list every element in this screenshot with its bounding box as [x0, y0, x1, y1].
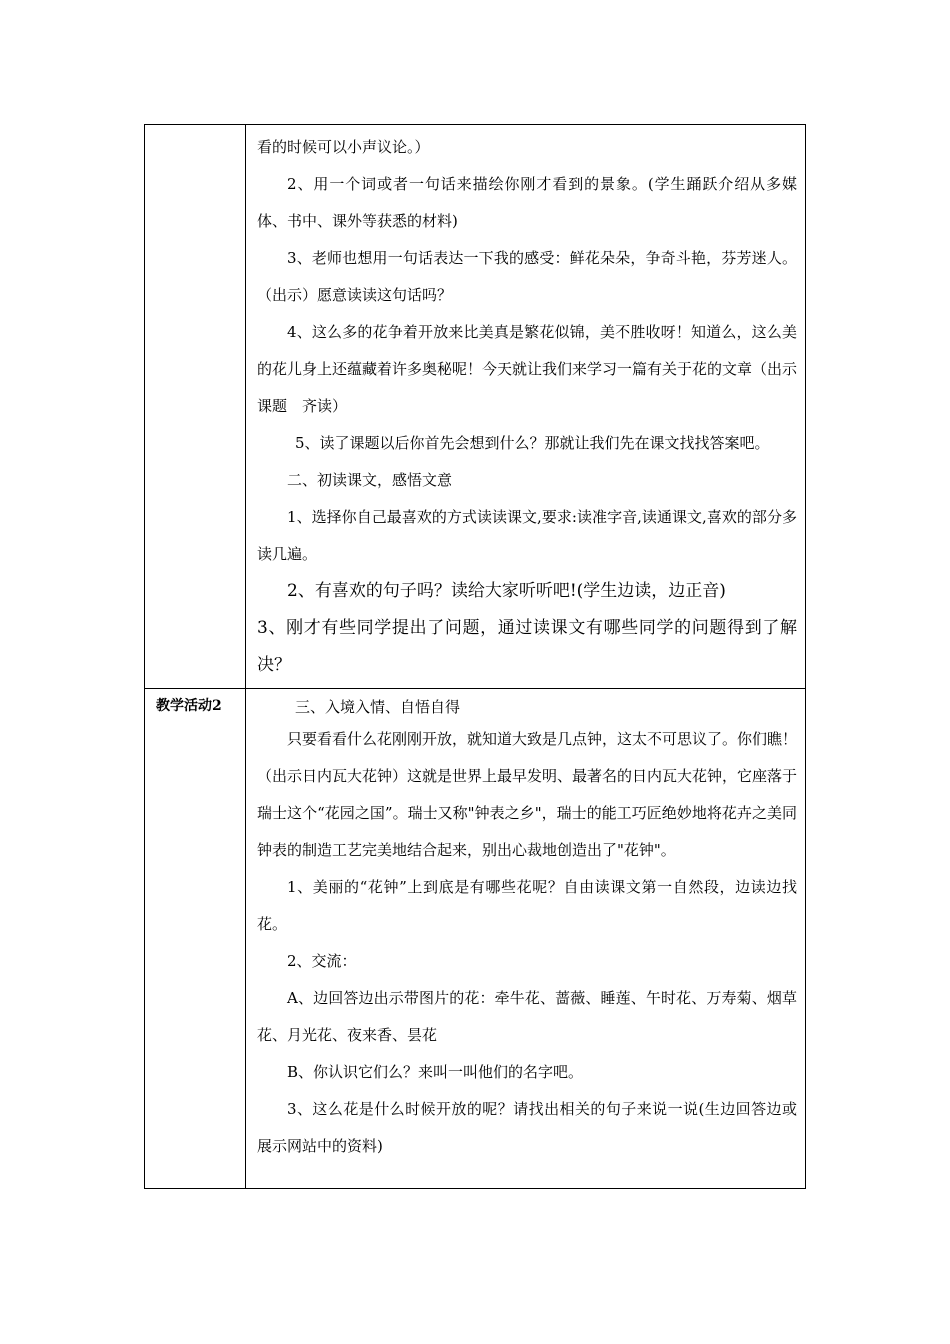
paragraph: 2、交流： [287, 952, 357, 970]
lesson-plan-table [144, 124, 806, 1189]
row-content [246, 689, 806, 1189]
row-content [246, 125, 806, 689]
paragraph: A、边回答边出示带图片的花：牵牛花、蔷薇、睡莲、午时花、万寿菊、烟草花、月光花、夜来香、昙花 [257, 989, 797, 1044]
paragraph: 3、刚才有些同学提出了问题，通过读课文有哪些同学的问题得到了解决？ [257, 618, 797, 675]
paragraph: 只要看看什么花刚刚开放，就知道大致是几点钟，这太不可思议了。你们瞧！（出示日内瓦大花钟）这就是世界上最早发明、最著名的日内瓦大花钟，它座落于瑞士这个“花园之国”。瑞士又称"钟表之乡"，瑞士的能工巧匠绝妙地将花卉之美同钟表的制造工艺完美地结合起来，别出心裁地创造出了"花钟"。 [257, 730, 798, 859]
paragraph: 1、选择你自己最喜欢的方式读读课文,要求:读准字音,读通课文,喜欢的部分多读几遍。 [257, 508, 797, 563]
paragraph: 2、有喜欢的句子吗？读给大家听听吧!(学生边读，边正音) [287, 581, 726, 601]
paragraph: 2、用一个词或者一句话来描绘你刚才看到的景象。(学生踊跃介绍从多媒体、书中、课外等获悉的材料) [257, 175, 797, 230]
paragraph: 3、老师也想用一句话表达一下我的感受：鲜花朵朵，争奇斗艳，芬芳迷人。（出示）愿意读读这句话吗？ [257, 249, 797, 304]
paragraph: 3、这么花是什么时候开放的呢？请找出相关的句子来说一说(生边回答边或展示网站中的资料) [257, 1100, 797, 1155]
row-label-teaching-activity: 教学活动2 [145, 689, 246, 1189]
table-row [145, 689, 806, 1189]
section-heading: 二、初读课文，感悟文意 [287, 471, 453, 489]
paragraph: 5、读了课题以后你首先会想到什么？那就让我们先在课文找找答案吧。 [295, 434, 770, 452]
paragraph: 4、这么多的花争着开放来比美真是繁花似锦，美不胜收呀！知道么，这么美的花儿身上还蕴藏着许多奥秘呢！今天就让我们来学习一篇有关于花的文章（出示课题 齐读） [257, 323, 798, 415]
paragraph: 1、美丽的“花钟”上到底是有哪些花呢？自由读课文第一自然段，边读边找花。 [257, 878, 797, 933]
row-label [145, 125, 246, 689]
table-row [145, 125, 806, 689]
paragraph: 看的时候可以小声议论。） [257, 138, 430, 156]
paragraph: B、你认识它们么？来叫一叫他们的名字吧。 [287, 1063, 584, 1081]
section-heading: 三、入境入情、自悟自得 [295, 698, 461, 716]
